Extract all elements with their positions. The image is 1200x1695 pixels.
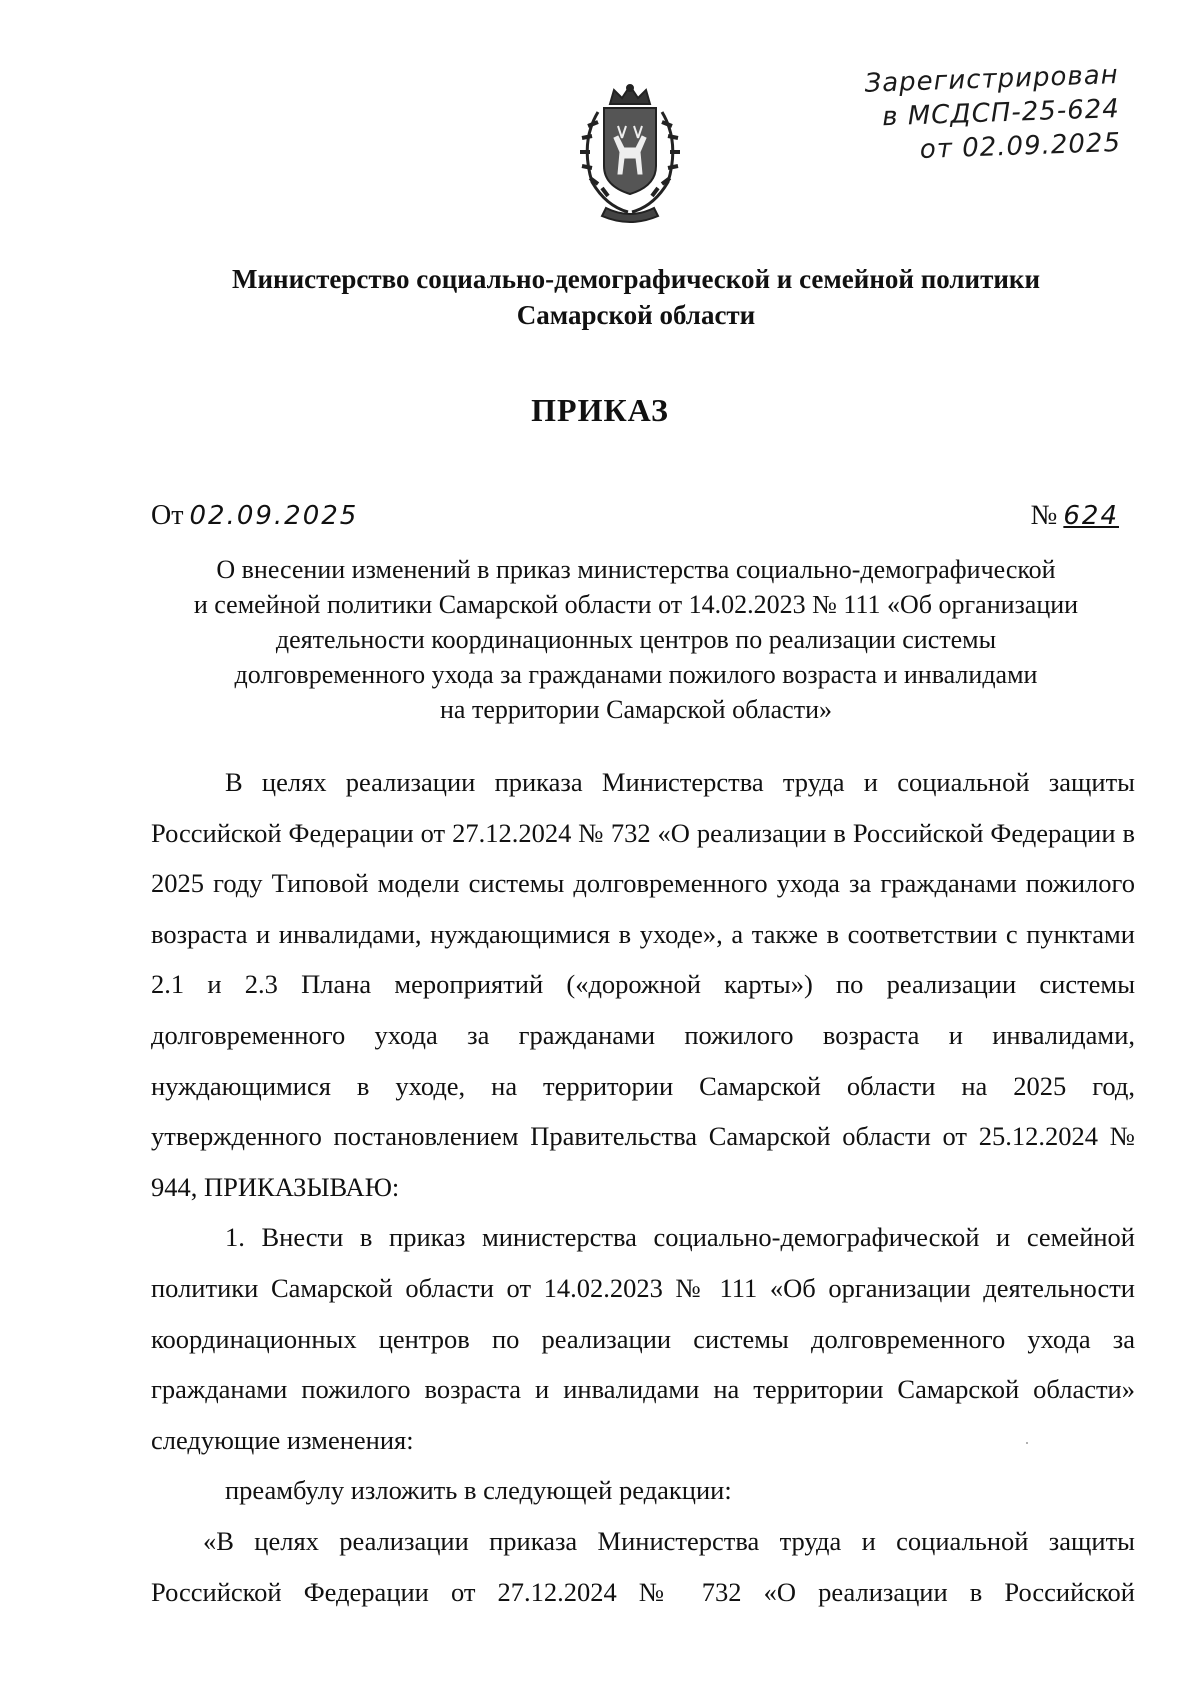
ministry-name-line: Самарской области	[516, 300, 756, 330]
document-subject	[130, 552, 1142, 727]
date-prefix: От	[151, 500, 184, 531]
subject-line: деятельности координационных центров по реализации системы	[275, 625, 997, 654]
registration-handwritten-note	[818, 58, 1121, 170]
subject-line: О внесении изменений в приказ министерства социально-демографической	[216, 555, 1056, 584]
body-paragraph-preamble: В целях реализации приказа Министерства труда и социальной защиты Российской Федерации от 27.12.2024 № 732 «О реализации в Российской Федерации в 2025 году Типовой модели системы долговременного ухода за гражданами пожилого возраста и инвалидами, нуждающимися в уходе», а также в соответствии с пунктами 2.1 и 2.3 Плана мероприятий («дорожной карты») по реализации системы долговременного ухода за гражданами пожилого возраста и инвалидами, нуждающимися в уходе, на территории Самарской области на 2025 год, утвержденного постановлением Правительства Самарской области от 25.12.2024 № 944, ПРИКАЗЫВАЮ:	[151, 767, 1135, 1202]
ministry-name-line: Министерство социально-демографической и семейной политики	[231, 264, 1041, 294]
body-paragraph-instruction: преамбулу изложить в следующей редакции:	[225, 1475, 732, 1506]
date-handwritten: 02.09.2025	[189, 501, 359, 531]
registration-note-line: от 02.09.2025	[919, 127, 1122, 165]
number-field	[1031, 500, 1119, 532]
subject-line: на территории Самарской области»	[440, 695, 832, 724]
subject-line: долговременного ухода за гражданами пожилого возраста и инвалидами	[234, 660, 1038, 689]
subject-line: и семейной политики Самарской области от 14.02.2023 № 111 «Об организации	[193, 590, 1079, 619]
scan-speck	[1026, 1442, 1028, 1444]
coat-of-arms-icon	[562, 82, 698, 224]
document-body	[151, 757, 1135, 1617]
body-paragraph-item-1: 1. Внести в приказ министерства социально-демографической и семейной политики Самарской области от 14.02.2023 № 111 «Об организации деятельности координационных центров по реализации системы долговременного ухода за гражданами пожилого возраста и инвалидами на территории Самарской области» следующие изменения:	[151, 1222, 1135, 1455]
date-field	[151, 500, 358, 532]
body-paragraph-quoted: «В целях реализации приказа Министерства труда и социальной защиты Российской Федерации от 27.12.2024 № 732 «О реализации в Российской	[151, 1525, 1135, 1607]
registration-note-line: в МСДСП-25-624	[881, 93, 1121, 133]
ministry-name	[100, 261, 1172, 333]
document-type: ПРИКАЗ	[531, 392, 669, 428]
number-prefix: №	[1030, 500, 1058, 531]
number-handwritten: 624	[1063, 501, 1119, 531]
registration-note-line: Зарегистрирован	[864, 59, 1120, 99]
